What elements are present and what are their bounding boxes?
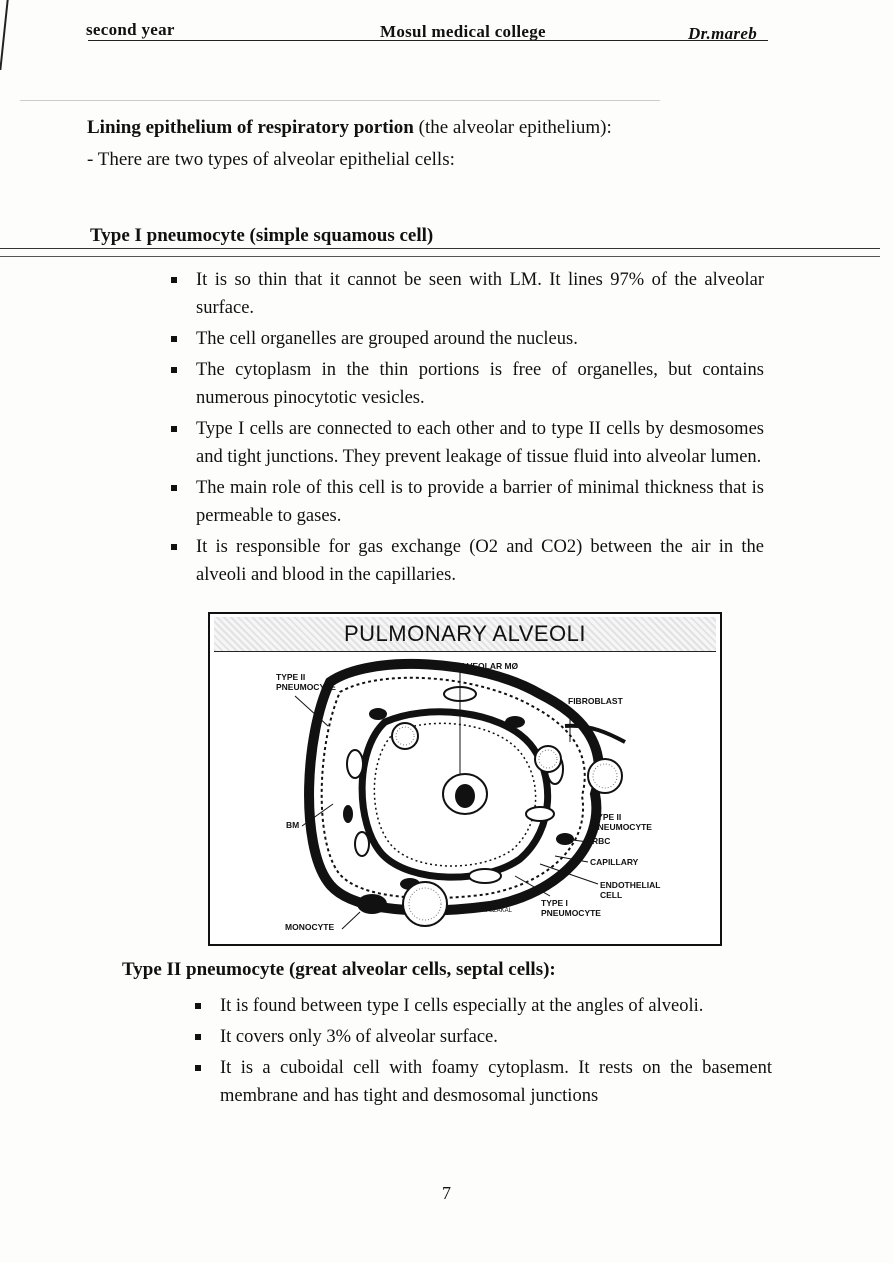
- intro-line: - There are two types of alveolar epithelial cells:: [87, 149, 455, 170]
- label-bm: BM: [286, 820, 300, 830]
- list-item: [196, 415, 764, 471]
- type1-heading: Type I pneumocyte (simple squamous cell): [90, 225, 434, 246]
- bullet-square-icon: [171, 426, 177, 432]
- type1-rule-2: [0, 256, 880, 257]
- list-item: [220, 1054, 772, 1110]
- bullet-text: The main role of this cell is to provide a barrier of minimal thickness that is permeable to gases.: [196, 478, 764, 526]
- type1-rule: [0, 248, 880, 249]
- label-rbc: RBC: [592, 836, 611, 846]
- label-endothelial-cell: ENDOTHELIAL CELL: [600, 880, 661, 900]
- artist-signature: A.K. SZAKAL: [476, 908, 513, 914]
- list-item: [220, 992, 772, 1020]
- bullet-square-icon: [171, 277, 177, 283]
- list-item: [196, 325, 764, 353]
- intro-heading-bold: Lining epithelium of respiratory portion: [87, 117, 414, 138]
- label-type2-left: TYPE II PNEUMOCYTE: [276, 672, 336, 692]
- bullet-text: The cytoplasm in the thin portions is free of organelles, but contains numerous pinocytotic vesicles.: [196, 360, 764, 408]
- list-item: [196, 474, 764, 530]
- label-type1: TYPE I PNEUMOCYTE: [541, 898, 601, 918]
- bullet-text: It covers only 3% of alveolar surface.: [220, 1027, 498, 1047]
- bullet-text: It is found between type I cells especially at the angles of alveoli.: [220, 996, 704, 1016]
- pulmonary-alveoli-figure: [208, 612, 722, 946]
- bullet-text: It is so thin that it cannot be seen with LM. It lines 97% of the alveolar surface.: [196, 270, 764, 318]
- header-author: Dr.mareb: [688, 24, 757, 43]
- list-item: [196, 266, 764, 322]
- bullet-text: It is responsible for gas exchange (O2 and CO2) between the air in the alveoli and blood in the capillaries.: [196, 537, 764, 585]
- bullet-square-icon: [195, 1065, 201, 1071]
- label-monocyte: MONOCYTE: [285, 922, 335, 932]
- intro-heading-rest: (the alveolar epithelium):: [413, 117, 612, 138]
- label-fibroblast: FIBROBLAST: [568, 696, 623, 706]
- bullet-square-icon: [195, 1034, 201, 1040]
- list-item: [196, 356, 764, 412]
- intro-heading: [87, 114, 612, 141]
- type2-heading: Type II pneumocyte (great alveolar cells, septal cells):: [122, 959, 556, 980]
- header-year: second year: [86, 20, 175, 39]
- list-item: [196, 533, 764, 589]
- bullet-text: It is a cuboidal cell with foamy cytoplasm. It rests on the basement membrane and has tight and desmosomal junctions: [220, 1058, 772, 1106]
- label-capillary: CAPILLARY: [590, 857, 639, 867]
- list-item: [220, 1023, 772, 1051]
- header-college: Mosul medical college: [380, 22, 546, 41]
- faint-divider: [20, 100, 660, 101]
- label-alveolar-macrophage: ALVEOLAR MØ: [456, 661, 519, 671]
- bullet-square-icon: [195, 1003, 201, 1009]
- bullet-square-icon: [171, 544, 177, 550]
- header-rule: [88, 40, 768, 41]
- bullet-text: Type I cells are connected to each other and to type II cells by desmosomes and tight junctions. They prevent leakage of tissue fluid into alveolar lumen.: [196, 419, 764, 467]
- type2-bullet-list: [220, 992, 772, 1113]
- figure-title: PULMONARY ALVEOLI: [343, 621, 587, 646]
- bullet-square-icon: [171, 367, 177, 373]
- page-number: 7: [442, 1183, 451, 1203]
- label-type2-right: TYPE II PNEUMOCYTE: [592, 812, 652, 832]
- type1-bullet-list: [196, 266, 764, 592]
- page-corner-mark: [0, 0, 19, 70]
- bullet-square-icon: [171, 336, 177, 342]
- bullet-square-icon: [171, 485, 177, 491]
- bullet-text: The cell organelles are grouped around the nucleus.: [196, 329, 578, 349]
